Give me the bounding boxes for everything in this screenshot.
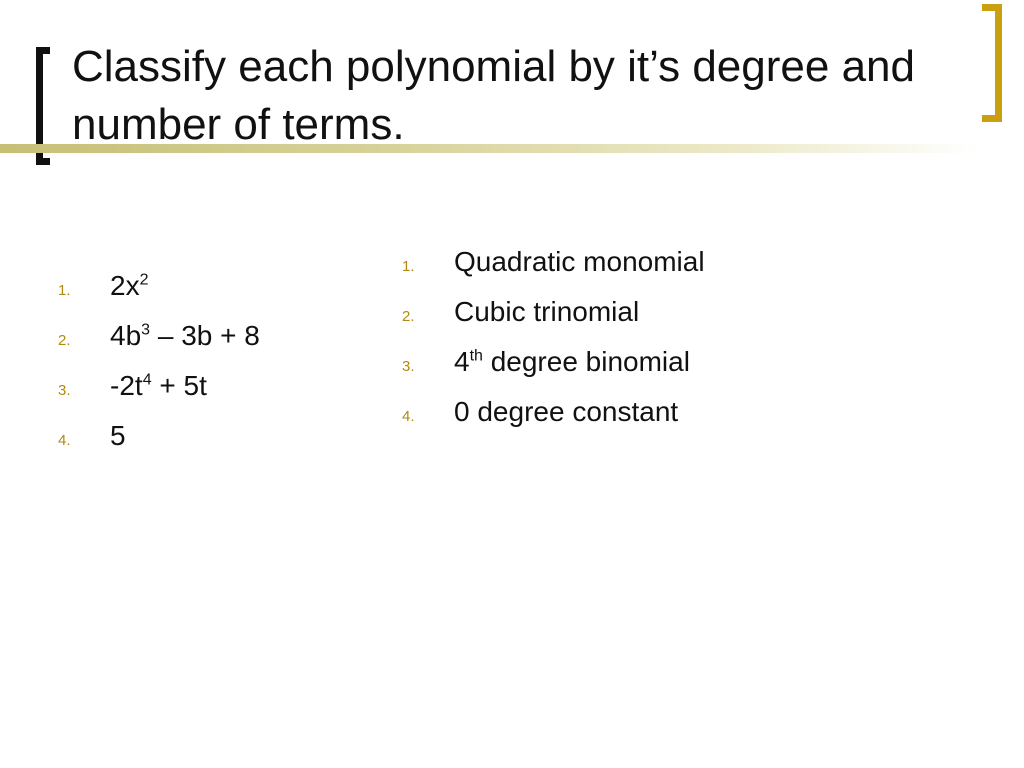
list-item: [402, 396, 962, 446]
item-text: 4th degree binomial: [454, 346, 690, 377]
item-number: 3.: [58, 382, 71, 399]
list-item: [58, 370, 378, 420]
item-number: 1.: [58, 282, 71, 299]
item-number: 3.: [402, 358, 415, 375]
item-text: $-2t^4 + 5t$: [110, 370, 207, 401]
item-number: 4.: [58, 432, 71, 449]
item-text: $2x^2$: [110, 270, 149, 301]
item-number: 2.: [58, 332, 71, 349]
right-bracket-decoration: [982, 4, 1002, 122]
slide-title: Classify each polynomial by it’s degree and number of terms.: [72, 42, 915, 149]
item-number: 2.: [402, 308, 415, 325]
item-text: 5: [110, 420, 126, 451]
polynomial-list: [58, 270, 378, 470]
item-text: Quadratic monomial: [454, 246, 705, 277]
list-item: [58, 320, 378, 370]
item-number: 4.: [402, 408, 415, 425]
list-item: [402, 346, 962, 396]
list-item: [402, 296, 962, 346]
list-item: [58, 270, 378, 320]
classification-list: [402, 246, 962, 446]
item-text: Cubic trinomial: [454, 296, 640, 327]
item-text: $4b^3 - 3b + 8$: [110, 320, 260, 351]
list-item: [58, 420, 378, 470]
item-number: 1.: [402, 258, 415, 275]
item-text: 0 degree constant: [454, 396, 679, 427]
list-item: [402, 246, 962, 296]
